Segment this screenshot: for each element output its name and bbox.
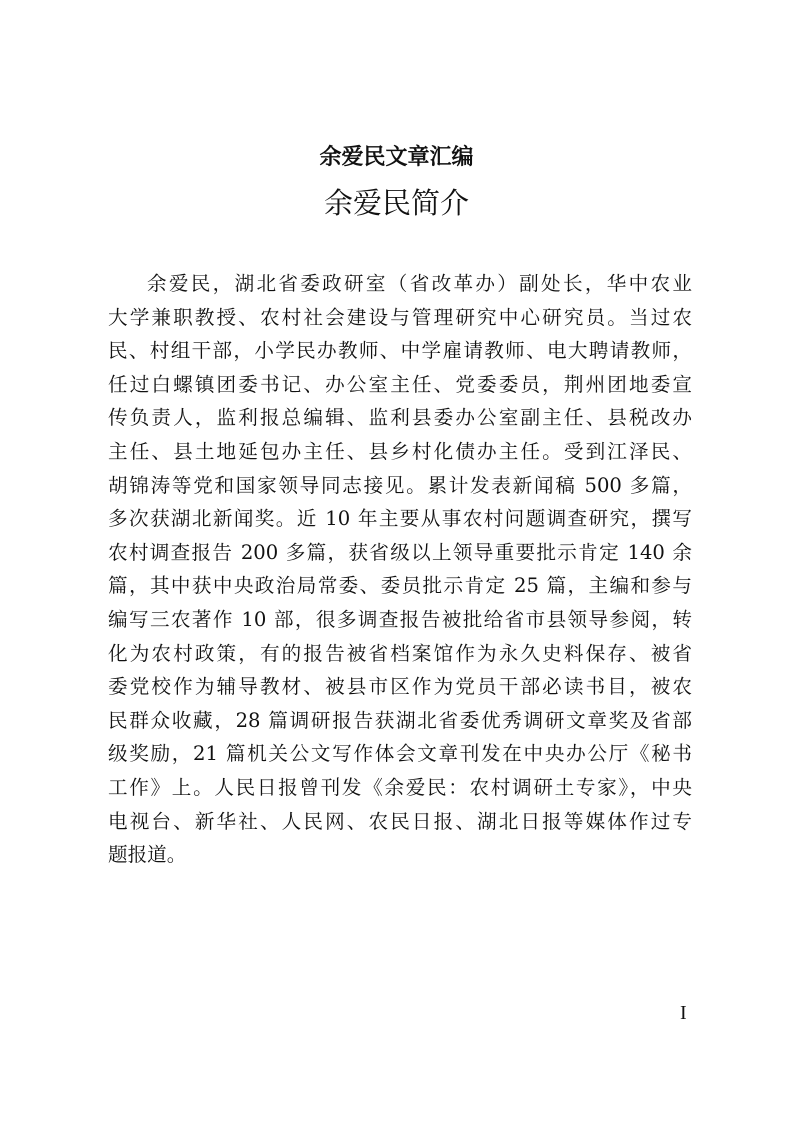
paragraph-line: 工作》上。人民日报曾刊发《余爱民：农村调研土专家》，中央	[108, 775, 692, 799]
paragraph-line: 化为农村政策，有的报告被省档案馆作为永久史料保存、被省	[108, 641, 692, 665]
page-number: I	[680, 1002, 687, 1024]
paragraph-line: 传负责人，监利报总编辑、监利县委办公室副主任、县税改办	[108, 406, 692, 430]
paragraph-line: 民、村组干部，小学民办教师、中学雇请教师、电大聘请教师，	[108, 339, 692, 363]
paragraph-line: 题报道。	[108, 843, 187, 867]
paragraph-line: 电视台、新华社、人民网、农民日报、湖北日报等媒体作过专	[108, 809, 692, 833]
collection-title: 余爱民文章汇编	[319, 145, 474, 170]
paragraph-line: 级奖励，21 篇机关公文写作体会文章刊发在中央办公厅《秘书	[108, 742, 692, 766]
paragraph-line: 民群众收藏，28 篇调研报告获湖北省委优秀调研文章奖及省部	[108, 708, 692, 732]
paragraph-line: 胡锦涛等党和国家领导同志接见。累计发表新闻稿 500 多篇，	[108, 473, 692, 497]
paragraph-line: 余爱民，湖北省委政研室（省改革办）副处长，华中农业	[147, 272, 692, 295]
paragraph-line: 篇，其中获中央政治局常委、委员批示肯定 25 篇，主编和参与	[108, 574, 692, 598]
paragraph-line: 编写三农著作 10 部，很多调查报告被批给省市县领导参阅，转	[108, 607, 692, 631]
section-title: 余爱民简介	[323, 186, 469, 220]
paragraph-line: 农村调查报告 200 多篇，获省级以上领导重要批示肯定 140 余	[108, 540, 692, 564]
biography-paragraph	[108, 267, 692, 872]
paragraph-line: 任过白螺镇团委书记、办公室主任、党委委员，荆州团地委宣	[108, 372, 692, 396]
paragraph-line: 大学兼职教授、农村社会建设与管理研究中心研究员。当过农	[108, 305, 692, 329]
paragraph-line: 委党校作为辅导教材、被县市区作为党员干部必读书目，被农	[108, 675, 692, 699]
paragraph-line: 主任、县土地延包办主任、县乡村化债办主任。受到江泽民、	[108, 439, 692, 463]
paragraph-line: 多次获湖北新闻奖。近 10 年主要从事农村问题调查研究，撰写	[108, 507, 692, 531]
